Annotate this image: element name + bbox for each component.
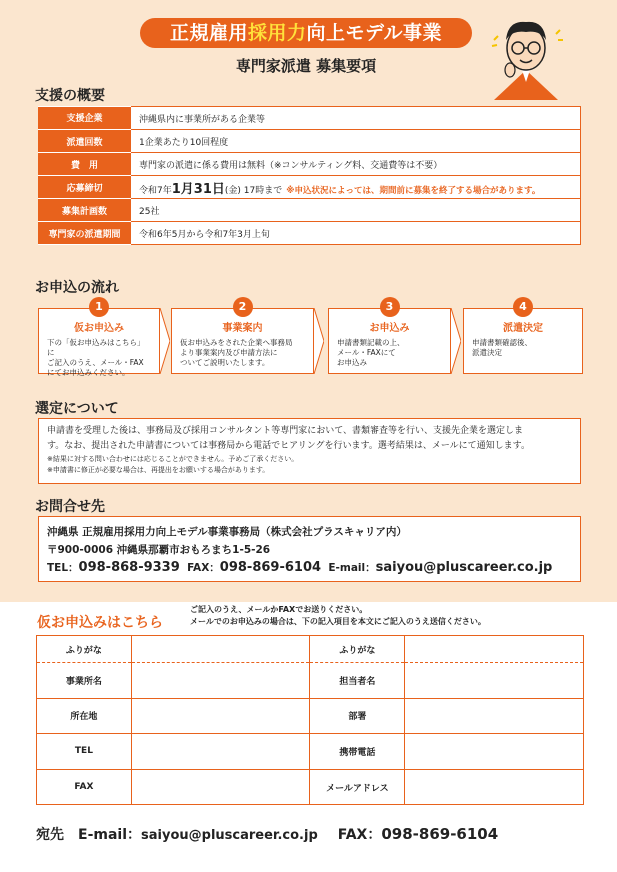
- contact-address: 〒900-0006 沖縄県那覇市おもろまち1-5-26: [47, 544, 271, 556]
- tel-label: TEL：: [47, 562, 79, 574]
- field-label: ふりがな: [37, 636, 132, 663]
- step-title: お申込み: [369, 323, 410, 334]
- step-number: 2: [233, 297, 253, 317]
- field-label: 事業所名: [37, 663, 132, 699]
- title-highlight: 採用力: [247, 22, 307, 44]
- page-subtitle: 専門家派遣 募集要項: [235, 57, 377, 75]
- row-value: 専門家の派遣に係る費用は無料（※コンサルティング料、交通費等は不要）: [131, 153, 581, 176]
- form-note-line: メールでのお申込みの場合は、下の記入項目を本文にご記入のうえ送信ください。: [190, 617, 486, 626]
- table-row: [37, 698, 584, 734]
- company-name-input[interactable]: [131, 663, 310, 699]
- arrow-icon: [314, 308, 324, 374]
- destination-fax-label: FAX：: [337, 827, 382, 843]
- row-value: 令和6年5月から令和7年3月上旬: [131, 222, 581, 245]
- flow-heading: お申込の流れ: [35, 280, 119, 296]
- furigana-company-input[interactable]: [131, 636, 310, 663]
- table-row: [37, 663, 584, 699]
- row-value: 1企業あたり10回程度: [131, 130, 581, 153]
- title-part2: 向上モデル事業: [306, 22, 443, 44]
- contact-box: [38, 516, 581, 582]
- row-label: 募集計画数: [38, 199, 131, 222]
- field-label: FAX: [37, 769, 132, 805]
- email-input[interactable]: [405, 769, 584, 805]
- step-number: 4: [513, 297, 533, 317]
- fax-input[interactable]: [131, 769, 310, 805]
- field-label: 所在地: [37, 698, 132, 734]
- mascot-illustration: [486, 10, 566, 100]
- step-title: 派遣決定: [503, 323, 543, 334]
- table-row: [37, 769, 584, 805]
- form-note: [190, 604, 486, 628]
- fax-label: FAX：: [187, 562, 220, 574]
- tel-input[interactable]: [131, 734, 310, 770]
- selection-note: ※申請書に修正が必要な場合は、再提出をお願いする場合があります。: [47, 466, 270, 474]
- table-row: [38, 153, 581, 176]
- application-form: [36, 635, 584, 805]
- row-label: 支援企業: [38, 107, 131, 130]
- field-label: 部署: [310, 698, 405, 734]
- destination-email[interactable]: saiyou@pluscareer.co.jp: [141, 828, 318, 843]
- form-heading: 仮お申込みはこちら: [37, 615, 163, 631]
- selection-box: [38, 418, 581, 484]
- table-row: [37, 734, 584, 770]
- email-label: E-mail：: [328, 562, 376, 574]
- step-description: 仮お申込みをされた企業へ事務局 より事業案内及び申請方法に ついてご説明いたします。: [180, 338, 293, 367]
- contact-numbers: [47, 559, 572, 577]
- step-title: 仮お申込み: [74, 323, 124, 334]
- title-part1: 正規雇用: [169, 22, 248, 44]
- destination: [36, 824, 498, 844]
- field-label: ふりがな: [310, 636, 405, 663]
- destination-email-label: E-mail：: [78, 827, 142, 843]
- arrow-icon: [451, 308, 461, 374]
- table-row: [37, 636, 584, 663]
- row-value: 沖縄県内に事業所がある企業等: [131, 107, 581, 130]
- step-title: 事業案内: [222, 323, 263, 334]
- mobile-input[interactable]: [405, 734, 584, 770]
- contact-org: 沖縄県 正規雇用採用力向上モデル事業事務局（株式会社プラスキャリア内）: [47, 526, 407, 538]
- contact-fax: 098-869-6104: [219, 560, 322, 575]
- title-banner: [140, 18, 472, 48]
- selection-note: ※結果に対する問い合わせには応じることができません。予めご了承ください。: [47, 455, 299, 463]
- flow-step-3: [328, 300, 451, 374]
- step-number: 3: [380, 297, 400, 317]
- step-description: 申請書類確認後、 派遣決定: [472, 338, 532, 357]
- deadline-value: [131, 176, 581, 199]
- step-description: 下の「仮お申込みはこちら」に ご記入のうえ、メール・FAX にてお申込みください。: [47, 338, 145, 377]
- table-row: [38, 222, 581, 245]
- contact-email[interactable]: saiyou@pluscareer.co.jp: [375, 560, 553, 575]
- table-row: [38, 107, 581, 130]
- contact-heading: お問合せ先: [35, 499, 105, 515]
- selection-heading: 選定について: [35, 401, 119, 417]
- overview-table: [38, 106, 581, 245]
- table-row: [38, 176, 581, 199]
- arrow-icon: [160, 308, 170, 374]
- table-row: [38, 130, 581, 153]
- flow-steps: [38, 298, 583, 378]
- contact-person-input[interactable]: [405, 663, 584, 699]
- deadline-day: (金): [224, 185, 241, 196]
- address-input[interactable]: [131, 698, 310, 734]
- form-note-line: ご記入のうえ、メールかFAXでお送りください。: [190, 605, 368, 614]
- row-label: 専門家の派遣期間: [38, 222, 131, 245]
- row-label: 派遣回数: [38, 130, 131, 153]
- destination-fax: 098-869-6104: [381, 825, 499, 843]
- furigana-person-input[interactable]: [405, 636, 584, 663]
- step-description: 申請書類記載の上、 メール・FAXにて お申込み: [337, 338, 405, 367]
- deadline-date: 1月31日: [171, 181, 225, 197]
- flow-step-1: [38, 300, 160, 377]
- deadline-time: 17時まで: [243, 185, 283, 196]
- field-label: TEL: [37, 734, 132, 770]
- row-label: 応募締切: [38, 176, 131, 199]
- table-row: [38, 199, 581, 222]
- flow-step-2: [171, 300, 314, 374]
- overview-heading: 支援の概要: [35, 88, 105, 104]
- selection-text: 申請書を受理した後は、事務局及び採用コンサルタント等専門家において、書類審査等を行い、支援先企業を選定しま: [47, 426, 524, 436]
- flow-step-4: [463, 300, 583, 374]
- field-label: 携帯電話: [310, 734, 405, 770]
- contact-tel[interactable]: 098-868-9339: [78, 560, 180, 575]
- step-number: 1: [89, 297, 109, 317]
- destination-label: 宛先: [36, 827, 64, 843]
- department-input[interactable]: [405, 698, 584, 734]
- row-value: 25社: [131, 199, 581, 222]
- row-label: 費 用: [38, 153, 131, 176]
- field-label: 担当者名: [310, 663, 405, 699]
- field-label: メールアドレス: [310, 769, 405, 805]
- deadline-year: 令和7年: [139, 185, 172, 196]
- selection-text: す。なお、提出された申請書については事務局から電話でヒアリングを行います。選考結果は、メールにて通知します。: [47, 441, 530, 451]
- deadline-warning: ※申込状況によっては、期間前に募集を終了する場合があります。: [286, 185, 541, 196]
